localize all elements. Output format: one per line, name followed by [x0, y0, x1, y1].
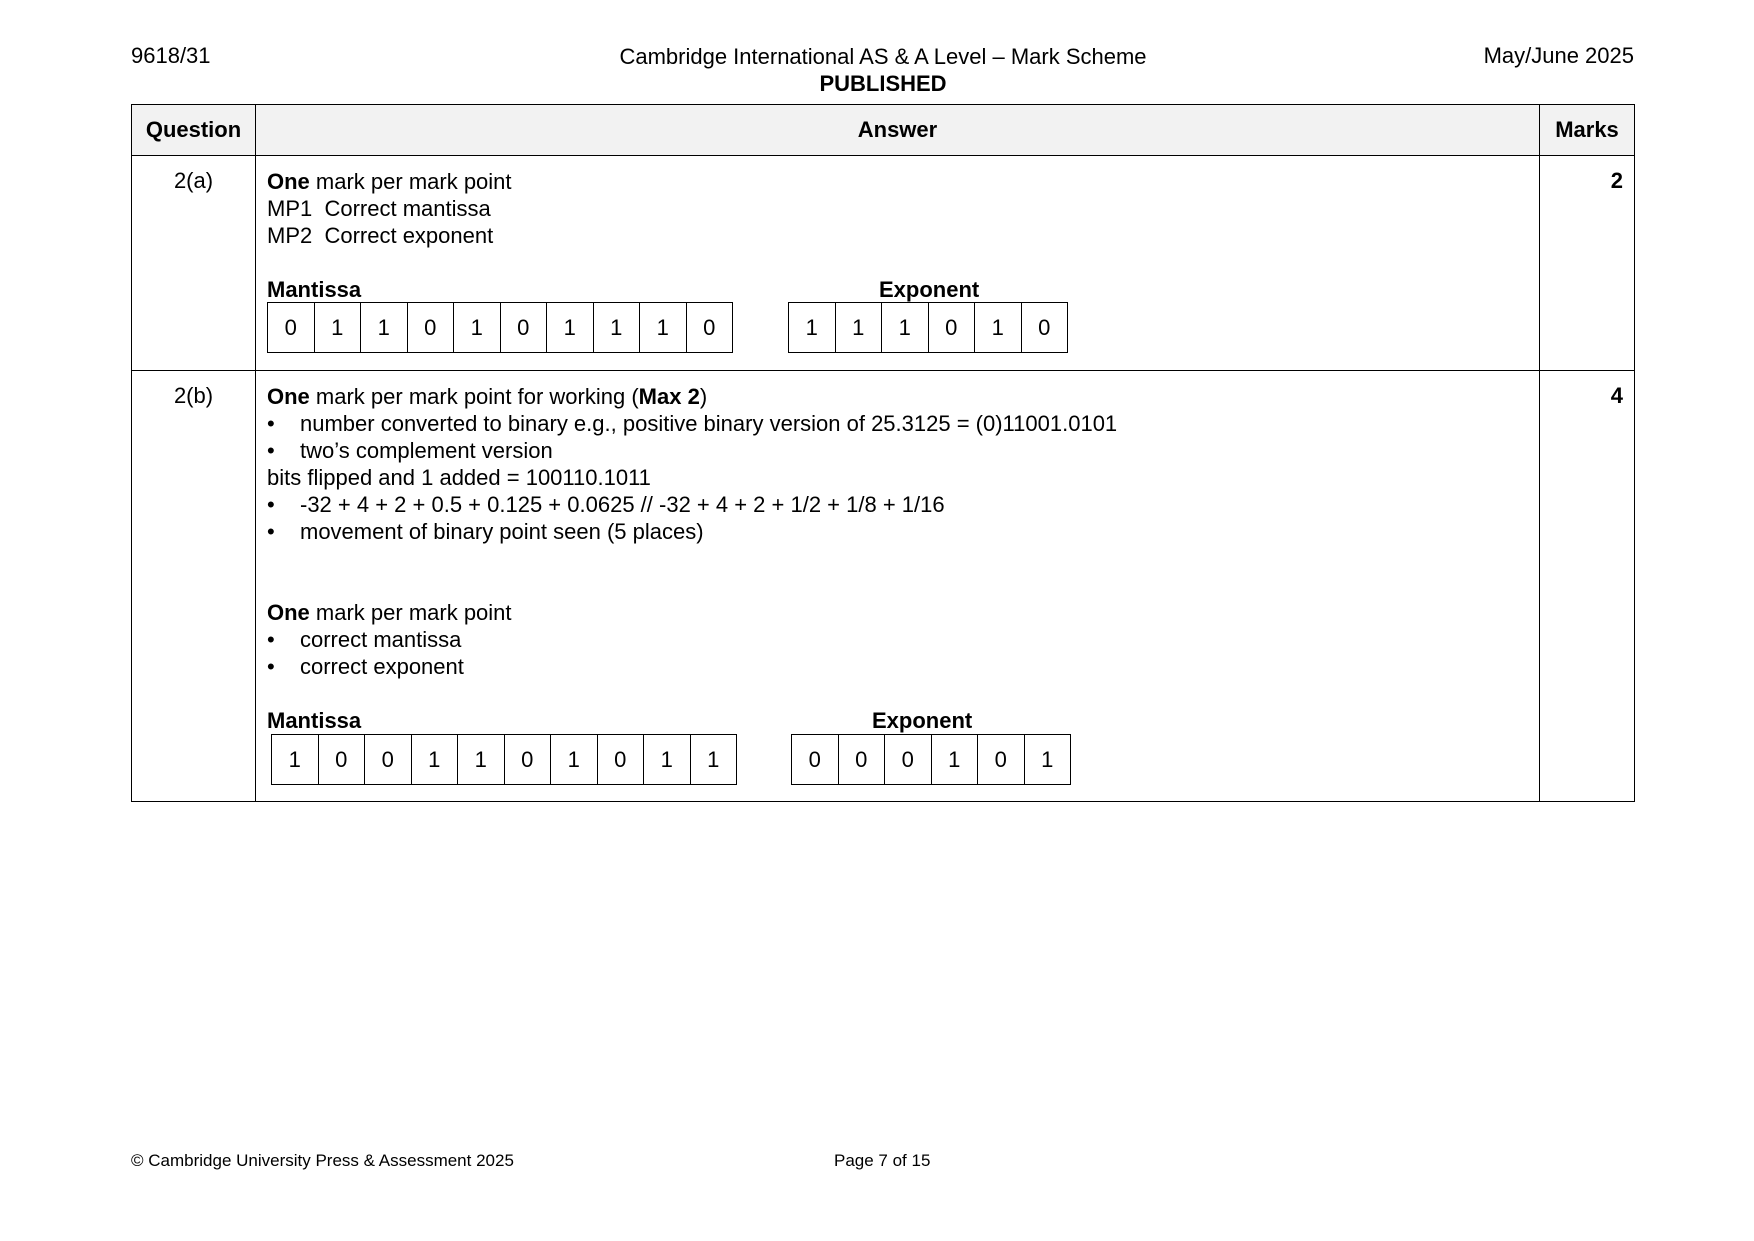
- mantissa-bit: 1: [640, 302, 687, 353]
- register-diagram: [267, 709, 1528, 789]
- list-item: • two’s complement version: [267, 438, 553, 463]
- marks-value: 2: [1540, 156, 1635, 371]
- exponent-bit: 1: [1025, 734, 1072, 785]
- working-line: bits flipped and 1 added = 100110.1011: [267, 465, 651, 490]
- exponent-bit: 0: [792, 734, 839, 785]
- mark-scheme-table: [131, 104, 1635, 802]
- exponent-bit: 0: [1022, 302, 1069, 353]
- mantissa-bit: 1: [644, 734, 691, 785]
- exponent-bit: 1: [882, 302, 929, 353]
- table-row: [132, 156, 1635, 371]
- mark-intro: One mark per mark point: [267, 600, 512, 625]
- exponent-bit: 1: [975, 302, 1022, 353]
- mantissa-bit: 1: [458, 734, 505, 785]
- page-number: Page 7 of 15: [834, 1151, 931, 1170]
- mantissa-bit: 0: [319, 734, 366, 785]
- list-item: • number converted to binary e.g., positive binary version of 25.3125 = (0)11001.0101: [267, 411, 1118, 436]
- mantissa-bit: 1: [594, 302, 641, 353]
- mantissa-bit: 0: [687, 302, 734, 353]
- answer-header: Answer: [256, 105, 1540, 156]
- register-diagram: [267, 278, 1528, 358]
- exponent-label: Exponent: [879, 277, 980, 302]
- table-header-row: [132, 105, 1635, 156]
- exponent-bit: 0: [885, 734, 932, 785]
- exponent-bit: 1: [789, 302, 836, 353]
- mantissa-bit: 1: [547, 302, 594, 353]
- mark-intro: One mark per mark point: [267, 169, 512, 194]
- question-number: 2(a): [132, 156, 256, 371]
- exponent-bit: 0: [978, 734, 1025, 785]
- mantissa-register: [271, 734, 737, 785]
- mantissa-register: [267, 302, 733, 353]
- list-item: • correct mantissa: [267, 627, 462, 652]
- exam-session: May/June 2025: [1483, 43, 1634, 68]
- mantissa-bit: 1: [315, 302, 362, 353]
- mantissa-bit: 0: [501, 302, 548, 353]
- published-label: PUBLISHED: [819, 71, 947, 96]
- document-title: Cambridge International AS & A Level – Mark Scheme: [619, 44, 1147, 69]
- mark-point: MP2 Correct exponent: [267, 223, 494, 248]
- question-number: 2(b): [132, 371, 256, 802]
- mantissa-bit: 0: [598, 734, 645, 785]
- mantissa-label: Mantissa: [267, 277, 362, 302]
- table-row: [132, 371, 1635, 802]
- exponent-bit: 1: [932, 734, 979, 785]
- mantissa-label: Mantissa: [267, 708, 362, 733]
- answer-cell: [256, 371, 1540, 802]
- marks-header: Marks: [1540, 105, 1635, 156]
- answer-cell: [256, 156, 1540, 371]
- mantissa-bit: 0: [505, 734, 552, 785]
- exponent-register: [791, 734, 1071, 785]
- question-header: Question: [132, 105, 256, 156]
- mark-point: MP1 Correct mantissa: [267, 196, 491, 221]
- mantissa-bit: 0: [408, 302, 455, 353]
- marks-value: 4: [1540, 371, 1635, 802]
- mantissa-bit: 0: [365, 734, 412, 785]
- mantissa-bit: 1: [454, 302, 501, 353]
- mantissa-bit: 0: [268, 302, 315, 353]
- mantissa-bit: 1: [272, 734, 319, 785]
- exponent-bit: 0: [929, 302, 976, 353]
- working-intro: One mark per mark point for working (Max 2): [267, 384, 708, 409]
- exponent-bit: 0: [839, 734, 886, 785]
- paper-code: 9618/31: [131, 43, 211, 68]
- mantissa-bit: 1: [551, 734, 598, 785]
- exponent-bit: 1: [836, 302, 883, 353]
- mantissa-bit: 1: [412, 734, 459, 785]
- list-item: • correct exponent: [267, 654, 464, 679]
- exponent-register: [788, 302, 1068, 353]
- exponent-label: Exponent: [872, 708, 973, 733]
- mantissa-bit: 1: [361, 302, 408, 353]
- list-item: • movement of binary point seen (5 places): [267, 519, 704, 544]
- list-item: • -32 + 4 + 2 + 0.5 + 0.125 + 0.0625 // -32 + 4 + 2 + 1/2 + 1/8 + 1/16: [267, 492, 945, 517]
- mantissa-bit: 1: [691, 734, 738, 785]
- copyright-notice: © Cambridge University Press & Assessment 2025: [131, 1151, 514, 1170]
